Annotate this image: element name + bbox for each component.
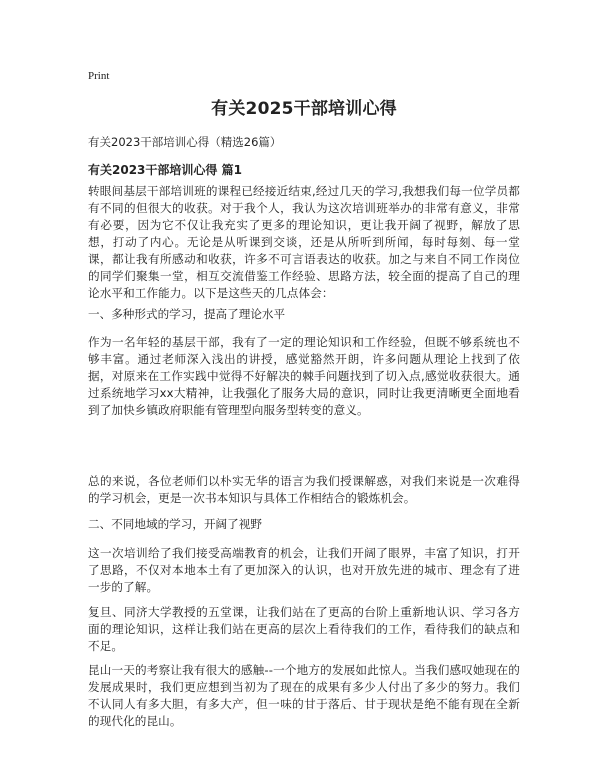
paragraph-kunshan: 昆山一天的考察让我有很大的感触--一个地方的发展如此惊人。当我们感叹她现在的发展成果时，我们更应想到当初为了现在的成果有多少人付出了多少的努力。我们不认同人有多大胆，有多大产，但一味的甘于落后、甘于现状是绝不能有现在全新的现代化的昆山。 (88, 663, 520, 728)
section-heading-theory: 一、多种形式的学习，提高了理论水平 (88, 307, 286, 321)
paragraph-theory: 作为一名年轻的基层干部，我有了一定的理论知识和工作经验，但既不够系统也不够丰富。通过老师深入浅出的讲授，感觉豁然开朗，许多问题从理论上找到了依据，对原来在工作实践中觉得不好解决的棘手问题找到了切入点,感觉收获很大。通过系统地学习xx大精神，让我强化了服务大局的意识，同时让我更清晰更全面地看到了加快乡镇政府职能有管理型向服务型转变的意义。 (88, 335, 520, 417)
paragraph-summary: 总的来说，各位老师们以朴实无华的语言为我们授课解惑，对我们来说是一次难得的学习机会，更是一次书本知识与具体工作相结合的锻炼机会。 (88, 474, 520, 505)
section-heading-horizon: 二、不同地域的学习，开阔了视野 (88, 517, 262, 531)
paragraph-intro: 转眼间基层干部培训班的课程已经接近结束,经过几天的学习,我想我们每一位学员都有不同的但很大的收获。对于我个人，我认为这次培训班举办的非常有意义，非常有必要，因为它不仅让我充实了更多的理论知识，更让我开阔了视野，解放了思想，打动了内心。无论是从听课到交谈，还是从所听到所闻，每时每刻、每一堂课，都让我有所感动和收获，许多不可言语表达的收获。加之与来自不同工作岗位的同学们聚集一堂，相互交流借鉴工作经验、思路方法，较全面的提高了自己的理论水平和工作能力。以下是这些天的几点体会： (88, 184, 520, 300)
document-subtitle: 有关2023干部培训心得（精选26篇） (88, 135, 282, 149)
paragraph-horizon: 这一次培训给了我们接受高端教育的机会，让我们开阔了眼界，丰富了知识，打开了思路，不仅对本地本土有了更加深入的认识，也对开放先进的城市、理念有了进一步的了解。 (88, 546, 520, 594)
article-heading: 有关2023干部培训心得 篇1 (88, 163, 242, 177)
page-title: 有关2025干部培训心得 (211, 99, 397, 119)
paragraph-professors: 复旦、同济大学教授的五堂课，让我们站在了更高的台阶上重新地认识、学习各方面的理论知识，这样让我们站在更高的层次上看待我们的工作，看待我们的缺点和不足。 (88, 605, 520, 653)
print-link[interactable]: Print (88, 70, 110, 82)
